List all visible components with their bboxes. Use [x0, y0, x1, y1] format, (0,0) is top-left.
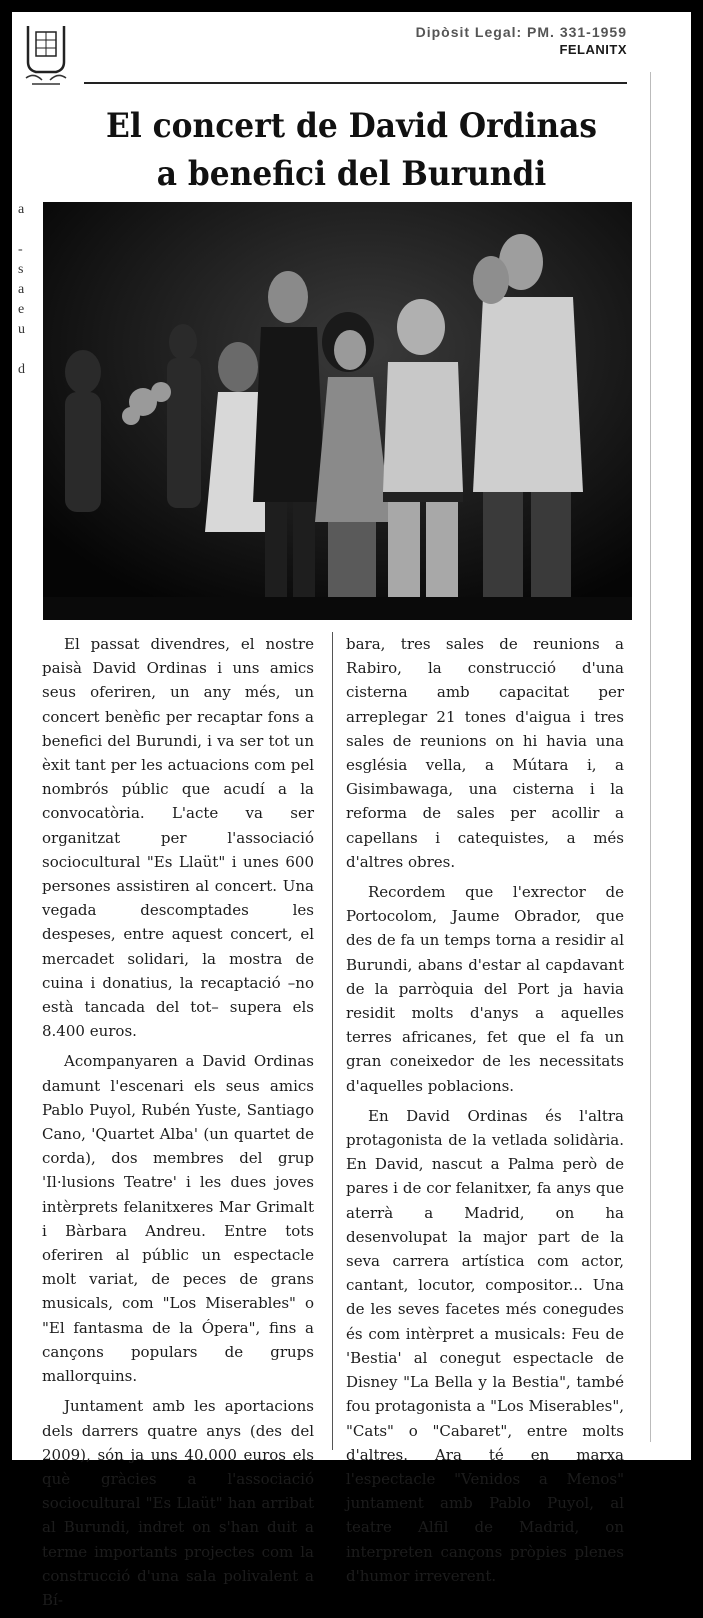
page-side-rule [650, 72, 651, 1442]
margin-letter: a [18, 202, 25, 217]
paragraph: Acompanyaren a David Ordinas damunt l'escenari els seus amics Pablo Puyol, Rubén Yuste, Santiago Cano, 'Quartet Alba' (un quartet de corda), dos membres del grup 'Il·lusions Teatre' i les dues joves intèrprets felanitxeres Mar Grimalt i Bàrbara Andreu. Entre tots oferiren al públic un espectacle molt variat, de peces de grans musicals, com "Los Miserables" o "El fantasma de la Ópera", fins a cançons populars de grups mallorquins. [42, 1052, 314, 1386]
concert-stage-photo-icon [43, 202, 632, 620]
article-column-right [346, 632, 624, 1594]
margin-letter: u [18, 322, 25, 337]
column-divider [332, 632, 333, 1450]
margin-letter: e [18, 302, 25, 317]
paragraph: El passat divendres, el nostre paisà David Ordinas i uns amics seus oferiren, un any més, un concert benèfic per recaptar fons a benefici del Burundi, i va ser tot un èxit tant per les actuacions com pel nombrós públic que acudí a la convocatòria. L'acte va ser organitzat per l'associació sociocultural "Es Llaüt" i unes 600 persones assistiren al concert. Una vegada descomptades les despeses, entre aquest concert, el mercadet solidari, la mostra de cuina i donatius, la recaptació –no està tancada del tot– supera els 8.400 euros. [42, 635, 314, 1041]
newspaper-page [12, 12, 691, 1609]
margin-letter: - [18, 242, 23, 257]
margin-letter [18, 340, 32, 360]
concert-photo [43, 202, 632, 620]
headline-line-2: a benefici del Burundi [156, 154, 547, 194]
margin-letter: d [18, 362, 25, 377]
newspaper-name: FELANITX [559, 42, 627, 57]
article-body [42, 632, 642, 1609]
masthead [347, 24, 627, 58]
header-rule [84, 82, 627, 84]
cut-off-margin-text [18, 200, 32, 380]
headline-line-1: El concert de David Ordinas [105, 106, 598, 146]
paragraph: Juntament amb les aportacions dels darrers quatre anys (des del 2009), són ja uns 40.000 euros els què gràcies a l'associació sociocultural "Es Llaüt" han arribat al Burundi, indret on s'han duit a terme importants projectes com la construcció d'una sala polivalent a Bí- [42, 1397, 314, 1609]
article-headline [94, 102, 608, 198]
newspaper-logo-icon [22, 22, 70, 90]
paragraph: bara, tres sales de reunions a Rabiro, la construcció d'una cisterna amb capacitat per arreplegar 21 tones d'aigua i tres sales de reunions on hi havia una església vella, a Mútara i, a Gisimbawaga, una cisterna i la reforma de sales per acollir a capellans i catequistes, a més d'altres obres. [346, 635, 624, 871]
legal-deposit: Dipòsit Legal: PM. 331-1959 [415, 24, 627, 40]
margin-letter: s [18, 262, 24, 277]
article-column-left [42, 632, 314, 1618]
margin-letter: a [18, 282, 25, 297]
margin-letter [18, 220, 32, 240]
paragraph: Recordem que l'exrector de Portocolom, Jaume Obrador, que des de fa un temps torna a residir al Burundi, abans d'estar al capdavant de la parròquia del Port ja havia residit molts d'anys a aquelles terres africanes, fet que el fa un gran coneixedor de les necessitats d'aquelles poblacions. [346, 883, 624, 1095]
paragraph: En David Ordinas és l'altra protagonista de la vetlada solidària. En David, nascut a Palma però de pares i de cor felanitxer, fa anys que aterrà a Madrid, on ha desenvolupat la major part de la seva carrera artística com actor, cantant, locutor, compositor... Una de les seves facetes més conegudes és com intèrpret a musicals: Feu de 'Bestia' al conegut espectacle de Disney "La Bella y la Bestia", també fou protagonista a "Los Miserables", "Cats" o "Cabaret", entre molts d'altres. Ara té en marxa l'espectacle "Venidos a Menos" juntament amb Pablo Puyol, al teatre Alfil de Madrid, on interpreten cançons pròpies plenes d'humor irreverent. [346, 1106, 624, 1585]
